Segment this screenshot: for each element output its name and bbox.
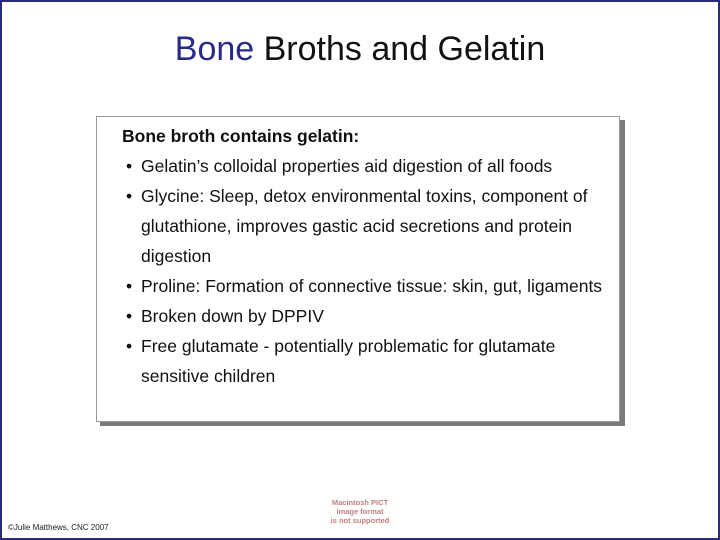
bullet-text: Glycine: Sleep, detox environmental toxins, component of glutathione, improves gastic acid secretions and protein digestion (141, 186, 588, 266)
placeholder-line: image format (336, 507, 384, 516)
bullet-symbol: • (126, 156, 133, 176)
bullet-text: Gelatin’s colloidal properties aid digestion of all foods (141, 156, 553, 176)
bullet-text: Proline: Formation of connective tissue: skin, gut, ligaments (141, 276, 603, 296)
bullet-symbol: • (126, 306, 133, 326)
bullet-symbol: • (126, 186, 133, 206)
bullet-item (126, 331, 622, 391)
bullet-symbol: • (126, 336, 133, 356)
bullet-item (126, 271, 622, 301)
copyright-footer: ©Julie Matthews, CNC 2007 (8, 523, 109, 532)
bullet-item (126, 151, 622, 181)
title-accent-word: Bone (174, 30, 255, 68)
content-heading: Bone broth contains gelatin: (122, 126, 360, 146)
placeholder-line: is not supported (330, 516, 390, 525)
placeholder-line: Macintosh PICT (331, 498, 389, 507)
unsupported-image-placeholder (322, 498, 398, 525)
bullet-text: Broken down by DPPIV (141, 306, 324, 326)
bullet-item (126, 301, 622, 331)
bullet-item (126, 181, 622, 271)
bullet-text: Free glutamate - potentially problematic for glutamate sensitive children (141, 336, 556, 386)
title-rest: Broths and Gelatin (254, 30, 546, 68)
bullet-symbol: • (126, 276, 133, 296)
slide-title (0, 30, 720, 69)
content-text (122, 121, 622, 391)
